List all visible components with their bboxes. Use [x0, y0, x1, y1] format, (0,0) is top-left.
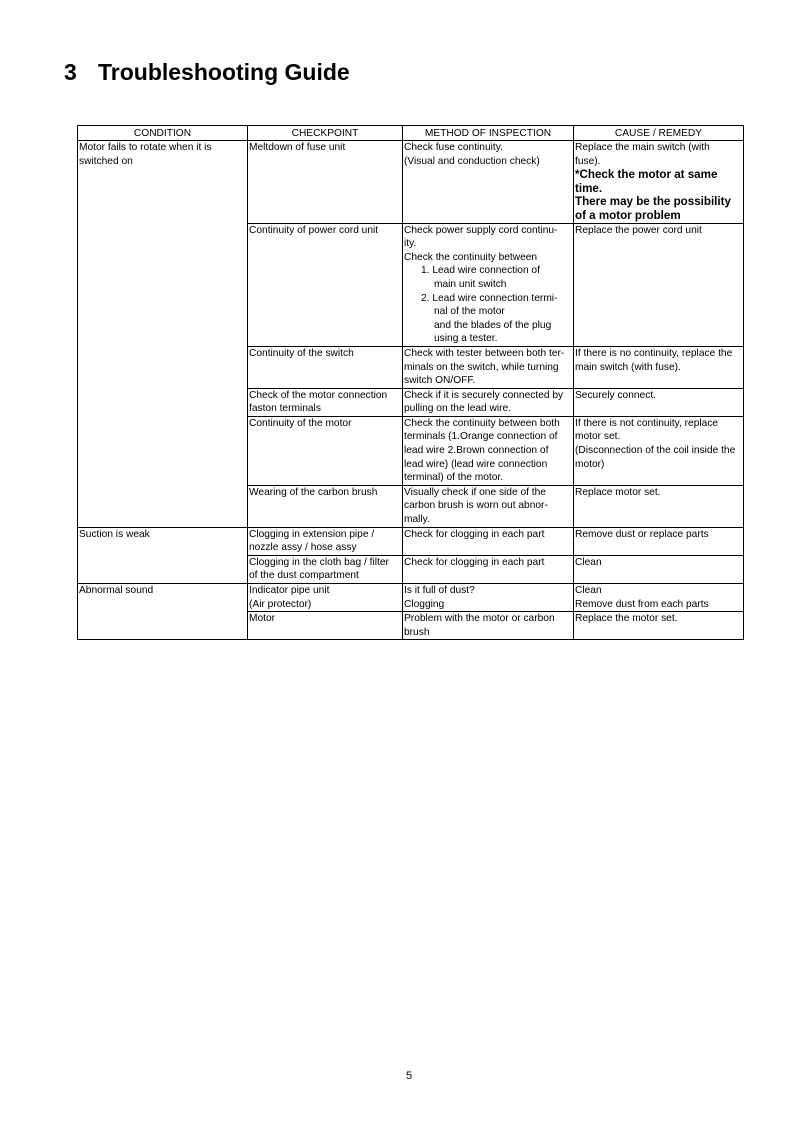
- remedy-text: Replace the motor set.: [575, 613, 678, 625]
- header-checkpoint: CHECKPOINT: [248, 126, 403, 141]
- method-text: minals on the switch, while turning: [404, 361, 559, 373]
- checkpoint-cell: [248, 612, 403, 640]
- method-text: Check the continuity between: [404, 251, 538, 263]
- remedy-cell: [574, 485, 744, 527]
- remedy-cell: [574, 223, 744, 346]
- method-text: Check the continuity between both: [404, 417, 560, 429]
- method-text: Is it full of dust?: [404, 585, 475, 596]
- remedy-text: Replace motor set.: [575, 486, 661, 498]
- section-title-text: Troubleshooting Guide: [98, 59, 350, 85]
- method-text: carbon brush is worn out abnor-: [404, 500, 548, 512]
- checkpoint-text: Continuity of power cord unit: [249, 224, 379, 236]
- method-text: Check for clogging in each part: [404, 528, 545, 540]
- condition-text: switched on: [79, 155, 133, 167]
- header-method: METHOD OF INSPECTION: [403, 126, 574, 141]
- method-list-item: 2. Lead wire connection termi-: [421, 292, 558, 304]
- method-list-item: main unit switch: [434, 278, 507, 290]
- remedy-cell: [574, 346, 744, 388]
- header-condition: CONDITION: [78, 126, 248, 141]
- remedy-cell: [574, 416, 744, 485]
- remedy-note: *Check the motor at same: [575, 168, 718, 182]
- method-cell: [403, 485, 574, 527]
- checkpoint-cell: [248, 346, 403, 388]
- remedy-text: Remove dust or replace parts: [575, 528, 709, 540]
- method-cell: [403, 555, 574, 583]
- remedy-note: of a motor problem: [575, 208, 681, 222]
- table-header-row: [78, 126, 744, 141]
- table-row: [78, 584, 744, 612]
- checkpoint-text: Clogging in the cloth bag / filter: [249, 556, 389, 568]
- method-list-item: and the blades of the plug: [434, 319, 552, 331]
- method-list-item: using a tester.: [434, 333, 498, 345]
- remedy-note: time.: [575, 181, 603, 195]
- checkpoint-cell: [248, 555, 403, 583]
- checkpoint-cell: [248, 485, 403, 527]
- method-text: lead wire) (lead wire connection: [404, 458, 548, 470]
- condition-text: Abnormal sound: [79, 585, 154, 596]
- method-text: Check for clogging in each part: [404, 556, 545, 568]
- table-row: [78, 141, 744, 224]
- page-number: 5: [405, 1070, 413, 1082]
- remedy-text: Remove dust from each parts: [575, 598, 709, 610]
- remedy-cell: [574, 584, 744, 612]
- method-cell: [403, 527, 574, 555]
- condition-text: Motor fails to rotate when it is: [79, 142, 212, 153]
- method-list-item: 1. Lead wire connection of: [421, 265, 540, 277]
- method-text: Check with tester between both ter-: [404, 347, 565, 359]
- method-text: terminal) of the motor.: [404, 472, 504, 484]
- checkpoint-text: Clogging in extension pipe /: [249, 528, 375, 540]
- remedy-text: (Disconnection of the coil inside the: [575, 445, 736, 457]
- section-number: 3: [64, 59, 77, 85]
- remedy-cell: [574, 527, 744, 555]
- method-text: Visually check if one side of the: [404, 486, 546, 498]
- method-text: Check power supply cord continu-: [404, 224, 558, 236]
- method-cell: [403, 612, 574, 640]
- method-cell: [403, 223, 574, 346]
- checkpoint-cell: [248, 141, 403, 224]
- troubleshooting-table: [77, 125, 744, 640]
- method-text: pulling on the lead wire.: [404, 403, 512, 415]
- remedy-text: If there is no continuity, replace the: [575, 347, 733, 359]
- method-cell: [403, 141, 574, 224]
- remedy-text: Clean: [575, 585, 602, 596]
- method-text: switch ON/OFF.: [404, 375, 476, 387]
- checkpoint-cell: [248, 416, 403, 485]
- header-remedy: CAUSE / REMEDY: [574, 126, 744, 141]
- remedy-cell: [574, 388, 744, 416]
- remedy-text: If there is not continuity, replace: [575, 417, 719, 429]
- remedy-text: fuse).: [575, 155, 601, 167]
- method-text: ity.: [404, 238, 417, 250]
- checkpoint-text: nozzle assy / hose assy: [249, 542, 357, 554]
- checkpoint-cell: [248, 388, 403, 416]
- method-cell: [403, 416, 574, 485]
- method-text: lead wire 2.Brown connection of: [404, 445, 549, 457]
- remedy-cell: [574, 555, 744, 583]
- method-text: brush: [404, 626, 430, 638]
- method-text: (Visual and conduction check): [404, 155, 540, 167]
- condition-cell: [78, 527, 248, 583]
- checkpoint-text: Meltdown of fuse unit: [249, 142, 346, 153]
- method-text: Clogging: [404, 598, 445, 610]
- checkpoint-text: Check of the motor connection: [249, 389, 388, 401]
- remedy-text: Replace the main switch (with: [575, 142, 710, 153]
- checkpoint-cell: [248, 223, 403, 346]
- table-row: [78, 527, 744, 555]
- method-text: Problem with the motor or carbon: [404, 613, 555, 625]
- checkpoint-text: Wearing of the carbon brush: [249, 486, 378, 498]
- checkpoint-text: of the dust compartment: [249, 570, 359, 582]
- method-text: mally.: [404, 514, 430, 526]
- remedy-text: Clean: [575, 556, 602, 568]
- condition-cell: [78, 584, 248, 640]
- checkpoint-text: Continuity of the motor: [249, 417, 352, 429]
- remedy-note: There may be the possibility: [575, 195, 731, 209]
- method-cell: [403, 388, 574, 416]
- method-cell: [403, 346, 574, 388]
- condition-text: Suction is weak: [79, 528, 150, 540]
- section-title: [64, 56, 350, 88]
- condition-cell: [78, 141, 248, 528]
- remedy-text: Replace the power cord unit: [575, 224, 702, 236]
- checkpoint-cell: [248, 527, 403, 555]
- method-text: terminals (1.Orange connection of: [404, 431, 558, 443]
- checkpoint-text: faston terminals: [249, 403, 321, 415]
- remedy-text: motor): [575, 458, 605, 470]
- checkpoint-text: Continuity of the switch: [249, 347, 354, 359]
- method-list-item: nal of the motor: [434, 306, 505, 318]
- checkpoint-text: Motor: [249, 613, 276, 625]
- remedy-cell: [574, 612, 744, 640]
- method-text: Check if it is securely connected by: [404, 389, 564, 401]
- checkpoint-text: (Air protector): [249, 598, 312, 610]
- remedy-text: motor set.: [575, 431, 621, 443]
- remedy-text: main switch (with fuse).: [575, 361, 681, 373]
- remedy-cell: [574, 141, 744, 224]
- checkpoint-text: Indicator pipe unit: [249, 585, 330, 596]
- method-text: Check fuse continuity.: [404, 142, 503, 153]
- remedy-text: Securely connect.: [575, 389, 656, 401]
- method-cell: [403, 584, 574, 612]
- checkpoint-cell: [248, 584, 403, 612]
